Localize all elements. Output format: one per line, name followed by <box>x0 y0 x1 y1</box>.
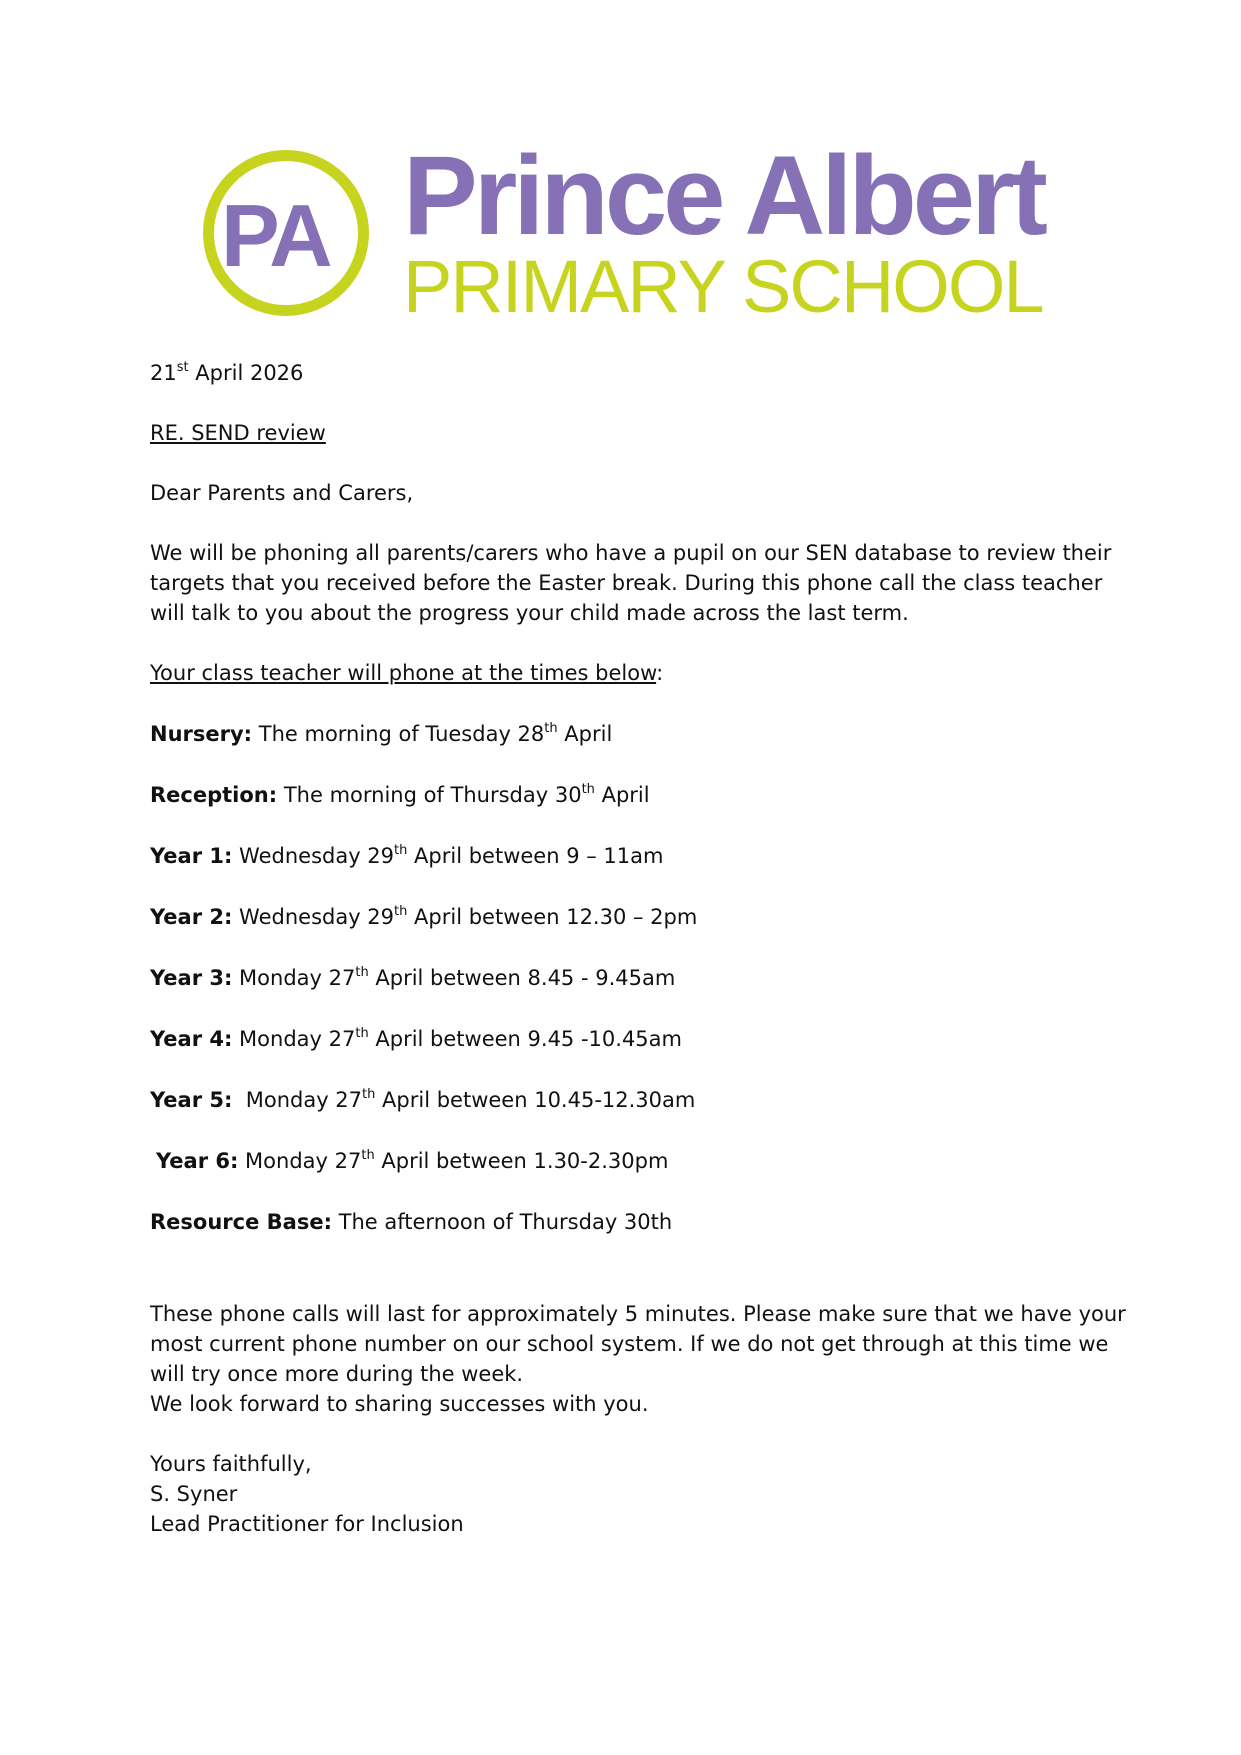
schedule-text: Wednesday 29 <box>232 905 395 929</box>
schedule-label: Year 5: <box>150 1088 233 1112</box>
schedule-label: Year 2: <box>150 905 233 929</box>
schedule-label: Year 4: <box>150 1027 233 1051</box>
signatory-role: Lead Practitioner for Inclusion <box>150 1512 464 1536</box>
schedule-label: Nursery: <box>150 722 253 746</box>
intro-line: We will be phoning all parents/carers who have a pupil on our SEN database to review their <box>150 541 1112 565</box>
signature-block <box>150 1449 1100 1539</box>
schedule-text-after: April between 12.30 – 2pm <box>407 905 698 929</box>
letter-body <box>150 358 1126 1539</box>
school-logo <box>203 133 1044 335</box>
schedule-text: Monday 27 <box>232 1027 356 1051</box>
times-heading-colon: : <box>656 661 664 685</box>
logo-initials: PA <box>221 186 329 285</box>
schedule-text: Wednesday 29 <box>232 844 395 868</box>
schedule-text-after: April between 10.45-12.30am <box>375 1088 696 1112</box>
signatory-name: S. Syner <box>150 1482 238 1506</box>
schedule-text: Monday 27 <box>232 1088 363 1112</box>
logo-school-subtitle: PRIMARY SCHOOL <box>403 245 1043 328</box>
schedule-sup: th <box>361 1148 375 1163</box>
schedule-text-after: April between 8.45 - 9.45am <box>368 966 676 990</box>
schedule-text-after: April between 9 – 11am <box>407 844 664 868</box>
schedule-sup: th <box>544 721 558 736</box>
schedule-row-year-2 <box>150 902 1100 932</box>
schedule-text-after: April <box>557 722 613 746</box>
letter-subject: RE. SEND review <box>150 421 326 445</box>
date-rest: April 2026 <box>188 361 304 385</box>
schedule-row-year-4 <box>150 1024 1100 1054</box>
schedule-text: The morning of Tuesday 28 <box>252 722 545 746</box>
intro-line: will talk to you about the progress your child made across the last term. <box>150 601 909 625</box>
schedule-row-resource-base <box>150 1207 1100 1237</box>
times-heading-text: Your class teacher will phone at the times below <box>150 661 657 685</box>
closing-paragraph <box>150 1299 1126 1419</box>
closing-line: will try once more during the week. <box>150 1362 524 1386</box>
schedule-label: Year 3: <box>150 966 233 990</box>
schedule-row-year-1 <box>150 841 1100 871</box>
date-suffix: st <box>176 360 189 375</box>
schedule-label: Year 6: <box>156 1149 239 1173</box>
letter-salutation: Dear Parents and Carers, <box>150 481 414 505</box>
schedule-text-after: April between 9.45 -10.45am <box>368 1027 682 1051</box>
closing-line: We look forward to sharing successes with you. <box>150 1392 649 1416</box>
schedule-sup: th <box>394 904 408 919</box>
schedule-row-reception <box>150 780 1100 810</box>
schedule-row-year-5 <box>150 1085 1100 1115</box>
intro-paragraph <box>150 538 1112 628</box>
schedule-row-year-6 <box>150 1146 1100 1176</box>
signoff: Yours faithfully, <box>150 1452 312 1476</box>
closing-line: most current phone number on our school system. If we do not get through at this time we <box>150 1332 1109 1356</box>
schedule-label: Resource Base: <box>150 1210 332 1234</box>
closing-line: These phone calls will last for approximately 5 minutes. Please make sure that we have your <box>150 1302 1126 1326</box>
schedule-sup: th <box>394 843 408 858</box>
schedule-sup: th <box>581 782 595 797</box>
schedule-text: Monday 27 <box>238 1149 362 1173</box>
letter-date <box>150 358 1100 388</box>
intro-line: targets that you received before the Easter break. During this phone call the class teacher <box>150 571 1103 595</box>
schedule-text: The afternoon of Thursday 30th <box>331 1210 673 1234</box>
schedule-sup: th <box>355 965 369 980</box>
schedule-label: Year 1: <box>150 844 233 868</box>
schedule-sup: th <box>362 1087 376 1102</box>
schedule-label: Reception: <box>150 783 278 807</box>
schedule-sup: th <box>355 1026 369 1041</box>
schedule-row-year-3 <box>150 963 1100 993</box>
schedule-row-nursery <box>150 719 1100 749</box>
times-heading <box>150 658 1100 688</box>
phone-schedule <box>150 719 1100 1237</box>
schedule-text: Monday 27 <box>232 966 356 990</box>
schedule-text: The morning of Thursday 30 <box>277 783 582 807</box>
date-day: 21 <box>150 361 177 385</box>
schedule-text-after: April <box>594 783 650 807</box>
schedule-text-after: April between 1.30-2.30pm <box>374 1149 669 1173</box>
logo-school-name: Prince Albert <box>403 133 1044 258</box>
